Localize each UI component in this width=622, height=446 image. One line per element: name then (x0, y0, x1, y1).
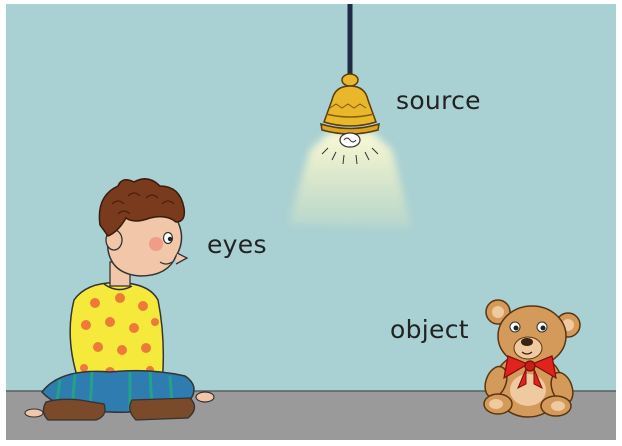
object-label: object (390, 315, 469, 344)
source-label: source (396, 86, 481, 115)
eyes-label: eyes (207, 230, 267, 259)
